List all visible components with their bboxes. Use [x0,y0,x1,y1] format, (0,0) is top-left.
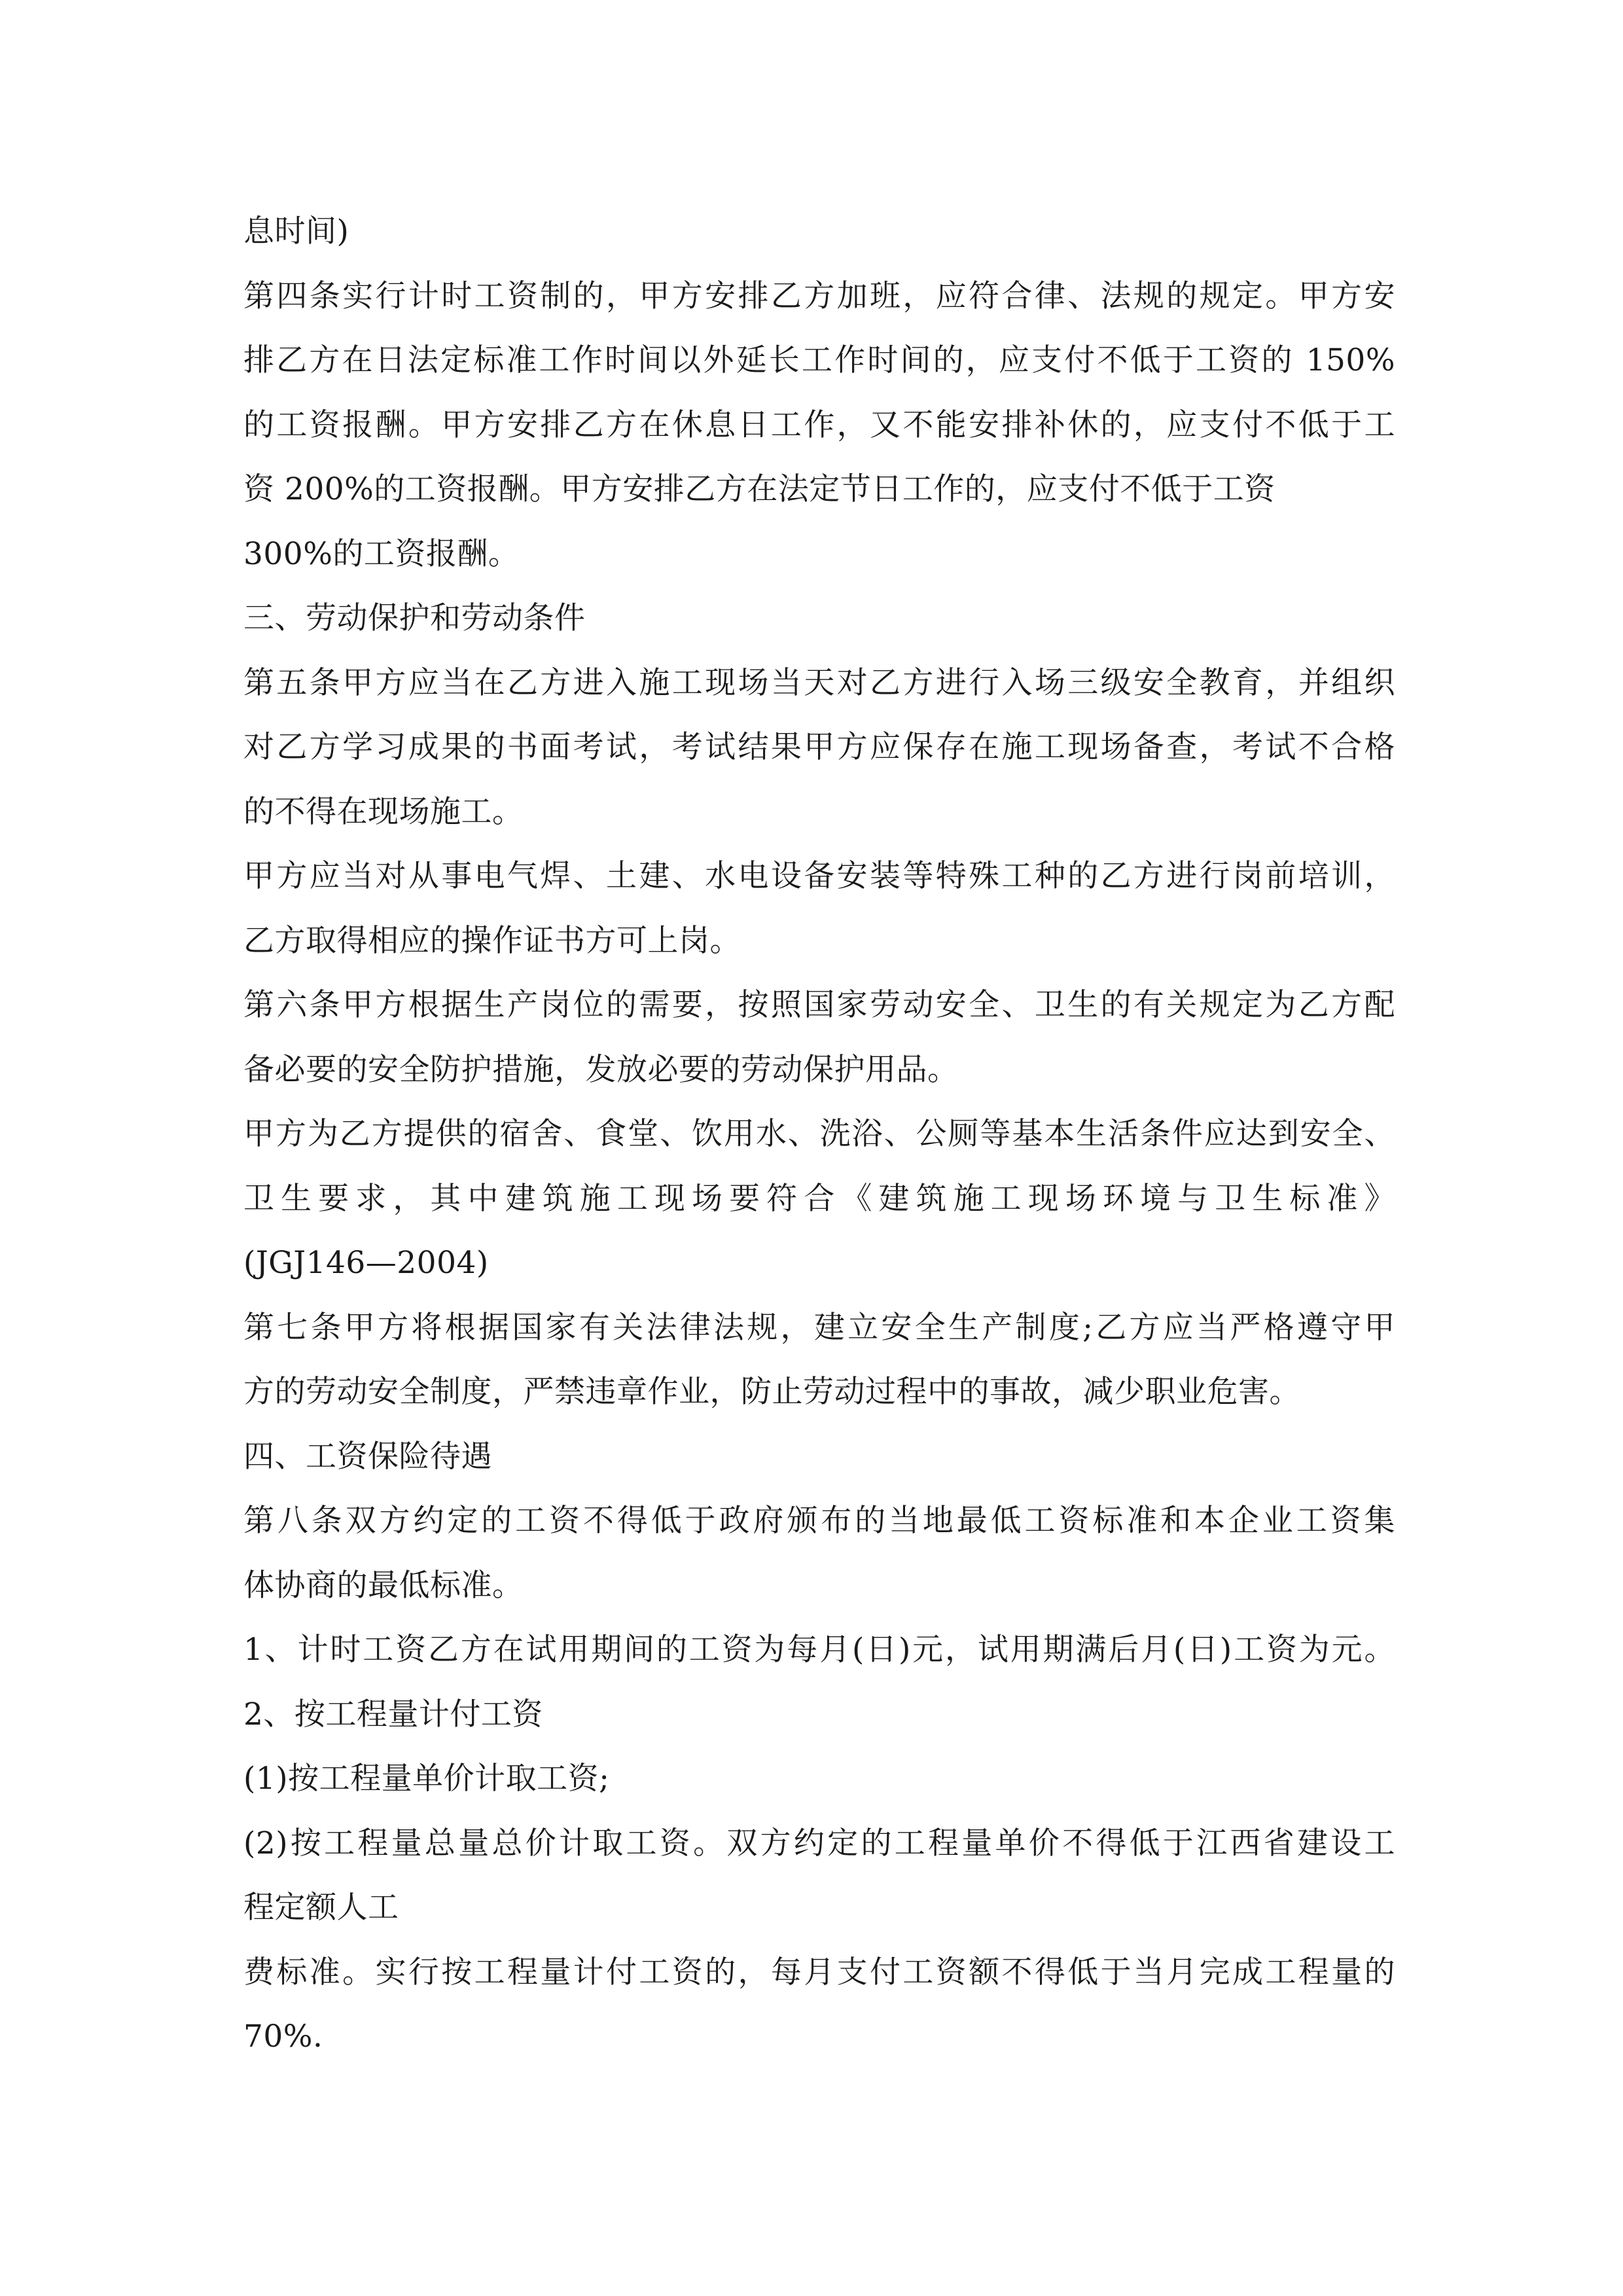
text-line: (2)按工程量总量总价计取工资。双方约定的工程量单价不得低于江西省建设工 [243,1825,1395,1861]
text-line: 体协商的最低标准。 [243,1567,524,1604]
text-line: 甲方为乙方提供的宿舍、食堂、饮用水、洗浴、公厕等基本生活条件应达到安全、 [243,1116,1395,1152]
text-line: 70%. [243,2018,323,2054]
text-line: (1)按工程量单价计取工资; [243,1761,610,1797]
text-line: 息时间) [243,213,349,249]
document-body [243,200,1395,2070]
text-line: 第七条甲方将根据国家有关法律法规，建立安全生产制度;乙方应当严格遵守甲 [243,1309,1395,1346]
text-line: 程定额人工 [243,1890,399,1926]
text-line: 乙方取得相应的操作证书方可上岗。 [243,922,741,959]
text-line: 第八条双方约定的工资不得低于政府颁布的当地最低工资标准和本企业工资集 [243,1503,1395,1539]
text-line: 2、按工程量计付工资 [243,1696,543,1732]
text-line: 三、劳动保护和劳动条件 [243,600,586,636]
text-line: (JGJ146—2004) [243,1245,489,1281]
text-line: 卫生要求，其中建筑施工现场要符合《建筑施工现场环境与卫生标准》 [243,1180,1395,1217]
text-line: 对乙方学习成果的书面考试，考试结果甲方应保存在施工现场备查，考试不合格 [243,729,1395,765]
text-line: 第六条甲方根据生产岗位的需要，按照国家劳动安全、卫生的有关规定为乙方配 [243,987,1395,1023]
text-line: 的工资报酬。甲方安排乙方在休息日工作，又不能安排补休的，应支付不低于工 [243,406,1395,443]
text-line: 备必要的安全防护措施，发放必要的劳动保护用品。 [243,1051,959,1088]
text-line: 四、工资保险待遇 [243,1438,492,1475]
text-line: 资 200%的工资报酬。甲方安排乙方在法定节日工作的，应支付不低于工资 [243,471,1275,507]
text-line: 费标准。实行按工程量计付工资的，每月支付工资额不得低于当月完成工程量的 [243,1954,1395,1990]
text-line: 第五条甲方应当在乙方进入施工现场当天对乙方进行入场三级安全教育，并组织 [243,664,1395,701]
text-line: 的不得在现场施工。 [243,793,524,830]
text-line: 1、计时工资乙方在试用期间的工资为每月(日)元，试用期满后月(日)工资为元。 [243,1632,1395,1668]
text-line: 排乙方在日法定标准工作时间以外延长工作时间的，应支付不低于工资的 150% [243,342,1395,378]
text-line: 第四条实行计时工资制的，甲方安排乙方加班，应符合律、法规的规定。甲方安 [243,278,1395,314]
text-line: 方的劳动安全制度，严禁违章作业，防止劳动过程中的事故，减少职业危害。 [243,1374,1300,1410]
text-line: 甲方应当对从事电气焊、土建、水电设备安装等特殊工种的乙方进行岗前培训， [243,858,1395,894]
text-line: 300%的工资报酬。 [243,535,520,572]
